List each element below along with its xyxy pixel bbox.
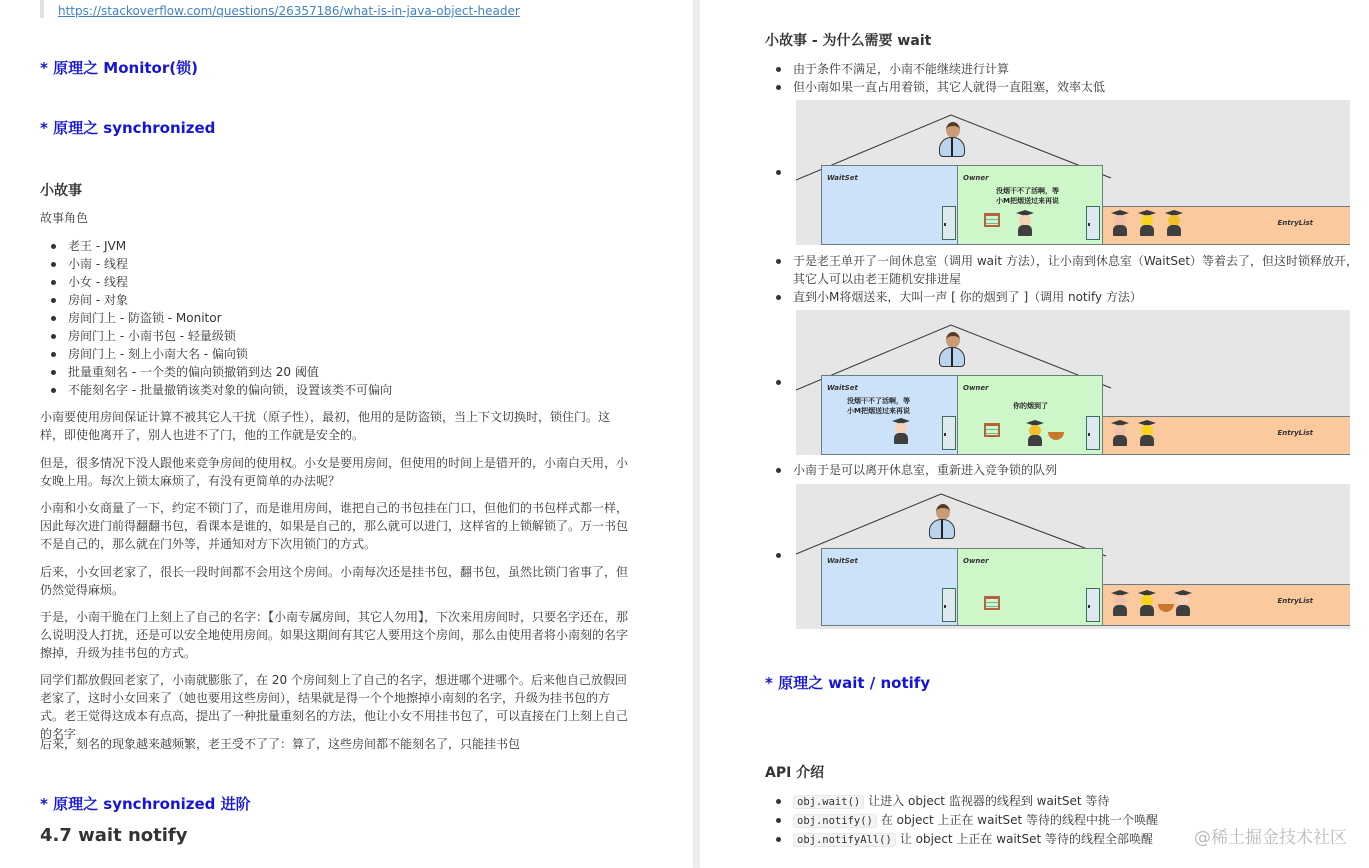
heading-monitor[interactable]: * 原理之 Monitor(锁) <box>40 59 198 77</box>
abacus-icon <box>984 596 1000 610</box>
owner-label: Owner <box>963 174 989 182</box>
waitset-room <box>821 375 959 455</box>
bullet-dot <box>776 380 781 385</box>
story-bullets <box>765 60 1105 96</box>
api-heading: API 介绍 <box>765 765 825 781</box>
roles-intro: 故事角色 <box>40 211 89 225</box>
waitset-door <box>942 416 956 450</box>
paragraph: 但是，很多情况下没人跟他来竞争房间的使用权。小女是要用房间，但使用的时间上是错开的，小南白天用，小女晚上用。每次上锁太麻烦了，有没有更简单的办法呢？ <box>40 456 629 488</box>
story-heading: 小故事 <box>40 183 82 199</box>
list-item: 小南于是可以离开休息室，重新进入竞争锁的队列 <box>765 461 1057 479</box>
thread-entry-1 <box>1111 420 1129 446</box>
paragraph: 小南要使用房间保证计算不被其它人干扰（原子性），最初，他用的是防盗锁，当上下文切换时，锁住门。这样，即使他离开了，别人也进不了门，他的工作就是安全的。 <box>40 410 611 442</box>
paragraph: 后来，小女回老家了，很长一段时间都不会用这个房间。小南每次还是挂书包，翻书包，虽然比锁门省事了，但仍然觉得麻烦。 <box>40 565 629 597</box>
story-wait-heading: 小故事 - 为什么需要 wait <box>765 33 932 49</box>
monitor-diagram-2 <box>796 310 1350 455</box>
list-item: 批量重刻名 - 一个类的偏向锁撤销到达 20 阈值 <box>40 363 392 381</box>
list-item: 房间门上 - 小南书包 - 轻量级锁 <box>40 327 392 345</box>
list-item: 不能刻名字 - 批量撤销该类对象的偏向锁，设置该类不可偏向 <box>40 381 392 399</box>
speech-bubble: 你的烟到了 <box>1013 402 1048 410</box>
thread-entry-3 <box>1165 210 1183 236</box>
roles-list <box>40 237 392 399</box>
thread-entry-2 <box>1138 420 1156 446</box>
monitor-diagram-3 <box>796 484 1350 629</box>
thread-xiaonan <box>1016 210 1034 236</box>
list-item: 小女 - 线程 <box>40 273 392 291</box>
api-item: obj.notifyAll() 让 object 上正在 waitSet 等待的线程全部唤醒 <box>765 830 1158 849</box>
owner-boss-avatar <box>939 332 967 368</box>
blockquote <box>40 0 520 18</box>
monitor-diagram-1 <box>796 100 1350 245</box>
thread-entry-2 <box>1138 210 1156 236</box>
list-item: 由于条件不满足，小南不能继续进行计算 <box>765 60 1105 78</box>
speech-bubble: 没烟干不了活啊，等 小M把烟送过来再说 <box>847 397 910 415</box>
thread-entry-1 <box>1111 590 1129 616</box>
waitset-label: WaitSet <box>827 174 858 182</box>
list-item: 房间 - 对象 <box>40 291 392 309</box>
bullet-dot <box>776 553 781 558</box>
heading-wait-notify-principle[interactable]: * 原理之 wait / notify <box>765 674 931 692</box>
api-list <box>765 792 1158 849</box>
owner-door <box>1086 206 1100 240</box>
bullet-dot <box>776 170 781 175</box>
owner-boss-avatar <box>939 122 967 158</box>
thread-xiaonan <box>1174 590 1192 616</box>
speech-bubble: 没烟干不了活啊，等 小M把烟送过来再说 <box>996 187 1059 205</box>
story-bullets-3 <box>765 461 1057 479</box>
list-item: 但小南如果一直占用着锁，其它人就得一直阻塞，效率太低 <box>765 78 1105 96</box>
list-item: 直到小M将烟送来，大叫一声 [ 你的烟到了 ]（调用 notify 方法） <box>765 288 1358 306</box>
owner-label: Owner <box>963 557 989 565</box>
entrylist-label: EntryList <box>1277 429 1313 437</box>
heading-synchronized-advanced[interactable]: * 原理之 synchronized 进阶 <box>40 795 251 813</box>
owner-door <box>1086 416 1100 450</box>
code-inline: obj.notify() <box>793 814 877 828</box>
thread-xiaom <box>1026 420 1044 446</box>
waitset-room <box>821 165 959 245</box>
paragraph: 同学们都放假回老家了，小南就膨胀了，在 20 个房间刻上了自己的名字，想进哪个进哪个。后来他自己放假回老家了，这时小女回来了（她也要用这些房间），结果就是得一个个地擦掉小南刻的名字，升级为挂书包的方式。老王觉得这成本有点高，提出了一种批量重刻名的方法，他让小女不用挂书包了，可以直接在门上刻上自己的名字 <box>40 673 629 741</box>
heading-synchronized[interactable]: * 原理之 synchronized <box>40 119 216 137</box>
code-inline: obj.wait() <box>793 795 864 809</box>
thread-xiaonan <box>892 418 910 444</box>
waitset-door <box>942 588 956 622</box>
thread-entry-2 <box>1138 590 1156 616</box>
code-inline: obj.notifyAll() <box>793 833 896 847</box>
api-item: obj.wait() 让进入 object 监视器的线程到 waitSet 等待 <box>765 792 1158 811</box>
list-item: 于是老王单开了一间休息室（调用 wait 方法），让小南到休息室（WaitSet）等着去了，但这时锁释放开， 其它人可以由老王随机安排进屋 <box>765 252 1358 288</box>
list-item: 房间门上 - 刻上小南大名 - 偏向锁 <box>40 345 392 363</box>
entrylist-label: EntryList <box>1277 219 1313 227</box>
entrylist-label: EntryList <box>1277 597 1313 605</box>
paragraph: 小南和小女商量了一下，约定不锁门了，而是谁用房间，谁把自己的书包挂在门口，但他们的书包样式都一样，因此每次进门前得翻翻书包，看课本是谁的，如果是自己的，那么就可以进门，这样省的上锁解锁了。万一书包不是自己的，那么就在门外等，并通知对方下次用锁门的方式。 <box>40 501 629 551</box>
list-item: 房间门上 - 防盗锁 - Monitor <box>40 309 392 327</box>
waitset-door <box>942 206 956 240</box>
owner-boss-avatar <box>929 504 957 540</box>
stackoverflow-link[interactable]: https://stackoverflow.com/questions/26357186/what-is-in-java-object-header <box>58 4 520 18</box>
paragraph: 后来，刻名的现象越来越频繁，老王受不了了：算了，这些房间都不能刻名了，只能挂书包 <box>40 737 521 751</box>
story-bullets-2 <box>765 252 1358 306</box>
watermark: @稀土掘金技术社区 <box>1194 828 1347 848</box>
thread-entry-1 <box>1111 210 1129 236</box>
abacus-icon <box>984 213 1000 227</box>
owner-room <box>957 548 1103 626</box>
waitset-room <box>821 548 959 626</box>
owner-label: Owner <box>963 384 989 392</box>
api-item: obj.notify() 在 object 上正在 waitSet 等待的线程中挑一个唤醒 <box>765 811 1158 830</box>
abacus-icon <box>984 423 1000 437</box>
waitset-label: WaitSet <box>827 557 858 565</box>
waitset-label: WaitSet <box>827 384 858 392</box>
list-item: 老王 - JVM <box>40 237 392 255</box>
heading-wait-notify: 4.7 wait notify <box>40 825 188 846</box>
owner-door <box>1086 588 1100 622</box>
list-item: 小南 - 线程 <box>40 255 392 273</box>
paragraph: 于是，小南干脆在门上刻上了自己的名字：【小南专属房间，其它人勿用】，下次来用房间时，只要名字还在，那么说明没人打扰，还是可以安全地使用房间。如果这期间有其它人要用这个房间，那么由使用者将小南刻的名字擦掉，升级为挂书包的方式。 <box>40 610 629 660</box>
